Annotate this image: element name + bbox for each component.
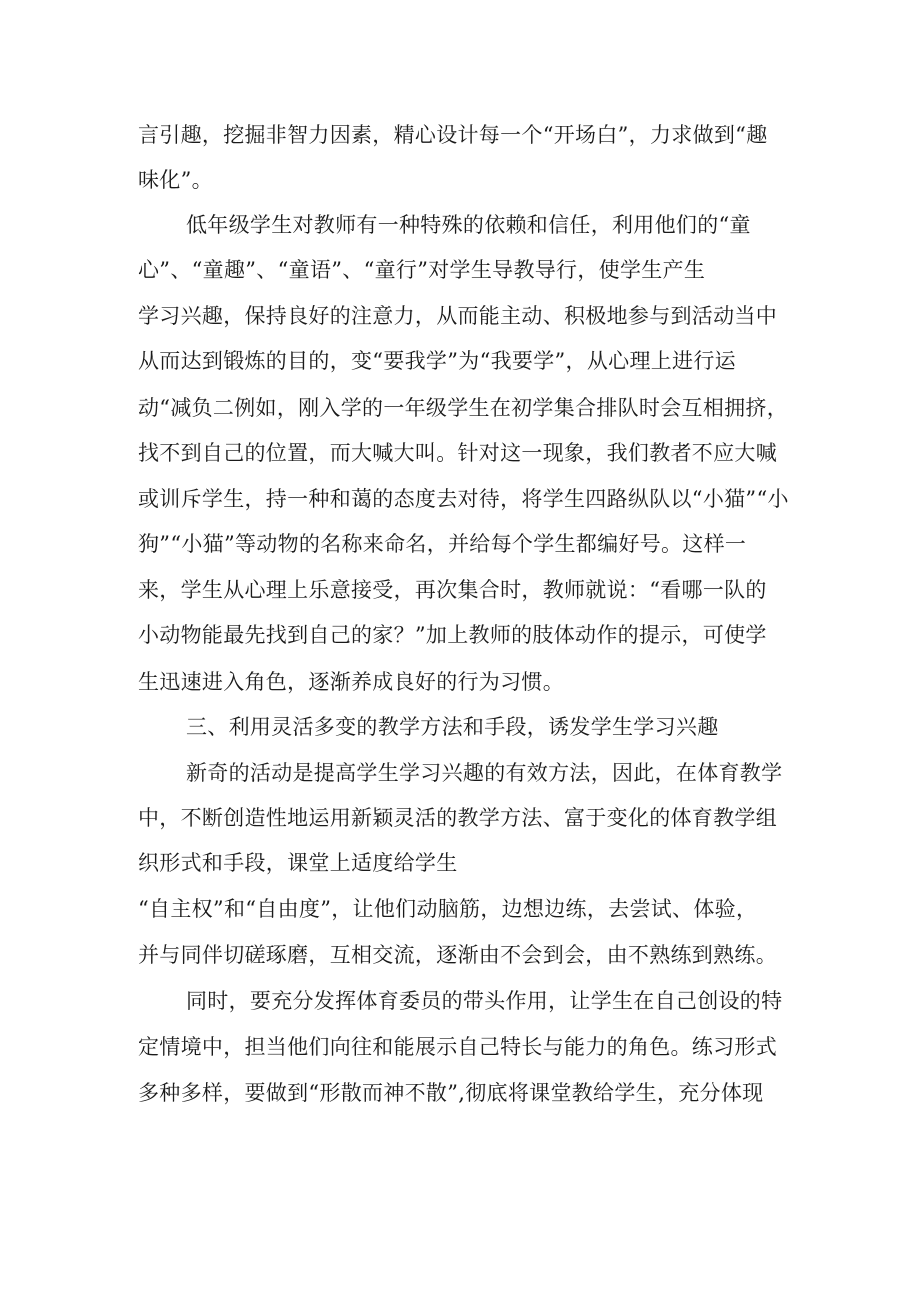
- text-line-2: 味化”。: [138, 168, 213, 192]
- text-line-17: 织形式和手段，课堂上适度给学生: [138, 851, 458, 875]
- section-heading: 三、利用灵活多变的教学方法和手段，诱发学生学习兴趣: [186, 715, 719, 739]
- text-line-4: 心”、“童趣”、“童语”、“童行”对学生导教导行，使学生产生: [138, 258, 706, 282]
- text-line-6: 从而达到锻炼的目的，变“要我学”为“我要学”，从心理上进行运: [138, 349, 736, 373]
- text-line-7: 动“减负二例如，刚入学的一年级学生在初学集合排队时会互相拥挤，: [138, 396, 789, 420]
- text-line-21: 定情境中，担当他们向往和能展示自己特长与能力的角色。练习形式: [138, 1035, 777, 1059]
- text-line-13: 生迅速进入角色，逐渐养成良好的行为习惯。: [138, 670, 564, 694]
- text-line-10: 狗”“小猫”等动物的名称来命名，并给每个学生都编好号。这样一: [138, 532, 747, 556]
- text-line-15: 新奇的活动是提高学生学习兴趣的有效方法，因此，在体育教学: [186, 761, 783, 785]
- text-line-22: 多种多样，要做到“形散而神不散”,彻底将课堂教给学生，充分体现: [138, 1081, 764, 1105]
- text-line-19: 并与同伴切磋琢磨，互相交流，逐渐由不会到会，由不熟练到熟练。: [138, 943, 777, 967]
- text-line-5: 学习兴趣，保持良好的注意力，从而能主动、积极地参与到活动当中: [138, 304, 777, 328]
- text-line-9: 或训斥学生，持一种和蔼的态度去对待，将学生四路纵队以“小猫”“小: [138, 487, 789, 511]
- text-line-1: 言引趣，挖掘非智力因素，精心设计每一个“开场白”，力求做到“趣: [138, 123, 768, 147]
- text-line-12: 小动物能最先找到自己的家？”加上教师的肢体动作的提示，可使学: [138, 623, 767, 647]
- text-line-8: 找不到自己的位置，而大喊大叫。针对这一现象，我们教者不应大喊: [138, 441, 777, 465]
- text-line-11: 来，学生从心理上乐意接受，再次集合时，教师就说：“看哪一队的: [138, 578, 767, 602]
- text-line-20: 同时，要充分发挥体育委员的带头作用，让学生在自己创设的特: [186, 989, 783, 1013]
- text-line-16: 中，不断创造性地运用新颖灵活的教学方法、富于变化的体育教学组: [138, 806, 777, 830]
- text-line-3: 低年级学生对教师有一种特殊的依赖和信任，利用他们的“童: [186, 213, 751, 237]
- text-line-18: “自主权”和“自由度”，让他们动脑筋，边想边练，去尝试、体验，: [138, 897, 758, 921]
